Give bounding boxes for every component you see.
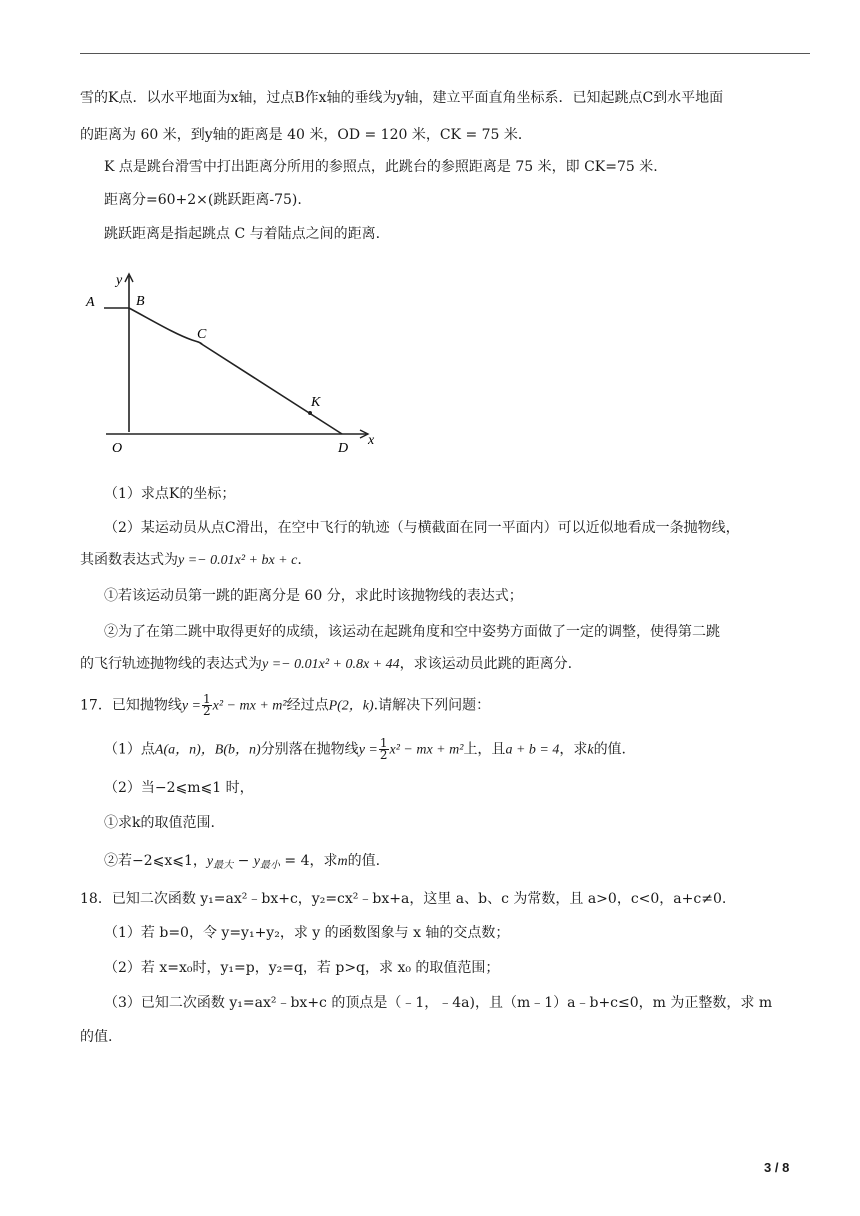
label-b: B <box>136 294 145 309</box>
q17-y-min: y <box>253 854 260 869</box>
q18-part3-line1: （3）已知二次函数 y₁=ax²﹣bx+c 的顶点是（﹣1，﹣4a)，且（m﹣1）a﹣b+c≤0，m 为正整数，求 m <box>104 995 773 1011</box>
q17-c2-b: = 4，求 <box>279 853 338 869</box>
q16-part1: （1）求点K的坐标； <box>104 486 236 502</box>
q16-case2-line2 <box>80 654 572 675</box>
label-x: x <box>368 433 375 448</box>
q18-part3-line2: 的值. <box>80 1029 113 1045</box>
label-o: O <box>112 441 123 456</box>
curve-bc <box>129 308 202 344</box>
header-rule <box>80 53 810 54</box>
q17-c2-c: 的值. <box>347 853 381 869</box>
q16-part2-prefix: 其函数表达式为 <box>80 552 178 568</box>
q17-min-sub: 最小 <box>259 860 280 871</box>
intro-line-2: 的距离为 60 米，到y轴的距离是 40 米，OD = 120 米，CK = 75 米． <box>80 127 532 143</box>
q18-part2: （2）若 x=x₀时，y₁=p，y₂=q，若 p>q，求 x₀ 的取值范围； <box>104 960 500 976</box>
q16-part2-suffix: . <box>297 552 302 568</box>
q17-c2-a: ②若−2⩽x⩽1， <box>104 853 207 869</box>
label-d: D <box>338 441 349 456</box>
label-c: C <box>197 327 207 342</box>
label-k: K <box>311 395 321 410</box>
q17-p1-points: A(a，n)，B(b，n) <box>154 742 261 758</box>
q17-c2-m: m <box>337 854 348 869</box>
q17-p1-cond: a + b = 4 <box>505 742 560 758</box>
q17-max-sub: 最大 <box>213 860 234 871</box>
fraction-denominator: 2 <box>203 704 211 718</box>
q17-p1-formula-right: x² − mx + m² <box>389 742 464 758</box>
q17-case1: ①求k的取值范围. <box>104 815 215 831</box>
q16-part2-line2 <box>80 550 302 571</box>
page-number: 3 / 8 <box>764 1160 790 1175</box>
q16-case1: ①若该运动员第一跳的距离分是 60 分，求此时该抛物线的表达式； <box>104 588 523 604</box>
label-y: y <box>116 273 123 288</box>
fraction-half-2 <box>379 738 389 761</box>
fraction-numerator: 1 <box>203 692 211 706</box>
q16-formula-1: y =− 0.01x² + bx + c <box>178 553 298 568</box>
q17-part1 <box>104 738 626 761</box>
q17-stem <box>80 694 490 717</box>
q16-formula-2: y =− 0.01x² + 0.8x + 44 <box>262 657 400 672</box>
q17-p1-d: ，求 <box>559 741 588 758</box>
fraction-half <box>202 694 212 717</box>
q17-p1-b: 分别落在抛物线 <box>260 741 359 758</box>
q17-formula-right: x² − mx + m² <box>212 698 287 714</box>
segment-cd <box>200 343 342 434</box>
intro-line-3: K 点是跳台滑雪中打出距离分所用的参照点，此跳台的参照距离是 75 米，即 CK=75 米. <box>104 159 658 175</box>
q17-y-max: y <box>206 854 214 869</box>
q17-number: 17． <box>80 697 112 714</box>
q17-p1-k: k <box>587 742 594 758</box>
q17-p1-a: （1）点 <box>104 741 155 758</box>
intro-line-1: 雪的K点．以水平地面为x轴，过点B作x轴的垂线为y轴，建立平面直角坐标系．已知起跳点C到水平地面 <box>80 90 724 106</box>
fraction-denominator-2: 2 <box>379 748 388 762</box>
q16-part2-line1: （2）某运动员从点C滑出，在空中飞行的轨迹（与横截面在同一平面内）可以近似地看成一条抛物线， <box>104 520 740 536</box>
q17-p1-c: 上，且 <box>463 741 506 758</box>
label-a: A <box>86 295 95 310</box>
q17-minus: − <box>233 853 254 869</box>
q18-part1: （1）若 b=0，令 y=y₁+y₂，求 y 的函数图象与 x 轴的交点数； <box>104 925 510 941</box>
q16-case2-suffix: ，求该运动员此跳的距离分. <box>399 656 573 672</box>
q17-formula-left: y = <box>181 698 201 714</box>
fraction-numerator-2: 1 <box>379 736 388 750</box>
q17-stem-c: .请解决下列问题： <box>373 697 491 714</box>
q16-case2-prefix: 的飞行轨迹抛物线的表达式为 <box>80 656 262 672</box>
q17-point-p: P(2，k) <box>328 698 374 714</box>
q17-case2 <box>104 851 380 876</box>
q17-part2: （2）当−2⩽m⩽1 时， <box>104 780 254 796</box>
intro-line-5: 跳跃距离是指起跳点 C 与着陆点之间的距离. <box>104 226 381 242</box>
ski-jump-figure <box>80 262 390 462</box>
q17-stem-a: 已知抛物线 <box>111 697 182 714</box>
q16-case2-line1: ②为了在第二跳中取得更好的成绩，该运动在起跳角度和空中姿势方面做了一定的调整，使得第二跳 <box>104 624 720 640</box>
point-k <box>308 411 312 415</box>
q17-p1-e: 的值. <box>593 741 627 758</box>
q17-stem-b: 经过点 <box>286 697 329 714</box>
q18-stem: 18．已知二次函数 y₁=ax²﹣bx+c，y₂=cx²﹣bx+a，这里 a、b、c 为常数，且 a>0，c<0，a+c≠0. <box>80 891 727 907</box>
intro-line-4: 距离分=60+2×(跳跃距离-75). <box>104 192 302 208</box>
q17-p1-formula-left: y = <box>358 742 378 758</box>
